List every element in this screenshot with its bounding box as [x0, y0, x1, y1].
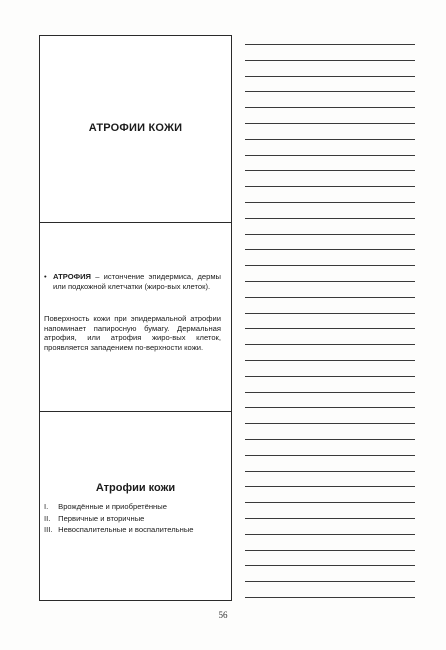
definition-text: – истончение эпидермиса, дермы или подкожной клетчатки (жиро-вых клеток). [53, 272, 221, 291]
slide-3 [40, 412, 231, 601]
note-line [245, 597, 415, 598]
page-number: 56 [218, 610, 228, 620]
list-item-number: I. [44, 502, 49, 511]
note-line [245, 423, 415, 424]
note-line [245, 439, 415, 440]
note-line [245, 328, 415, 329]
note-line [245, 360, 415, 361]
list-item [44, 501, 227, 513]
classification-list [44, 501, 227, 536]
note-line [245, 550, 415, 551]
list-item-text: Невоспалительные и воспалительные [58, 525, 194, 534]
note-line [245, 486, 415, 487]
note-line [245, 60, 415, 61]
note-line [245, 281, 415, 282]
list-item-text: Первичные и вторичные [58, 513, 145, 523]
note-line [245, 565, 415, 566]
note-line [245, 218, 415, 219]
note-line [245, 471, 415, 472]
slide-1-title: АТРОФИИ КОЖИ [88, 122, 183, 134]
note-line [245, 265, 415, 266]
note-line [245, 107, 415, 108]
note-line [245, 407, 415, 408]
note-line [245, 139, 415, 140]
bullet-dot-icon: • [44, 272, 47, 281]
note-line [245, 392, 415, 393]
note-line [245, 581, 415, 582]
note-line [245, 534, 415, 535]
note-line [245, 313, 415, 314]
note-line [245, 376, 415, 377]
slide-3-title: Атрофии кожи [95, 482, 176, 494]
list-item-number: III. [44, 525, 53, 534]
slide-2 [40, 223, 231, 412]
note-line [245, 186, 415, 187]
list-item [44, 524, 227, 536]
note-line [245, 518, 415, 519]
list-item-number: II. [44, 513, 51, 523]
definition-bullet [44, 272, 221, 291]
list-item [44, 513, 227, 525]
description-paragraph: Поверхность кожи при эпидермальной атрофии напоминает папиросную бумагу. Дермальная атрофия, или атрофия жиро-вых клеток, проявляется западением по-верхности кожи. [44, 314, 221, 352]
note-line [245, 344, 415, 345]
note-line [245, 76, 415, 77]
note-line [245, 123, 415, 124]
note-line [245, 202, 415, 203]
slide-1 [40, 36, 231, 223]
notes-lines-area [245, 44, 415, 600]
note-line [245, 155, 415, 156]
note-line [245, 297, 415, 298]
note-line [245, 170, 415, 171]
note-line [245, 44, 415, 45]
slides-column [39, 35, 232, 601]
note-line [245, 502, 415, 503]
note-line [245, 91, 415, 92]
note-line [245, 249, 415, 250]
definition-term: АТРОФИЯ [53, 272, 92, 281]
note-line [245, 455, 415, 456]
list-item-text: Врождённые и приобретённые [58, 502, 167, 511]
note-line [245, 234, 415, 235]
